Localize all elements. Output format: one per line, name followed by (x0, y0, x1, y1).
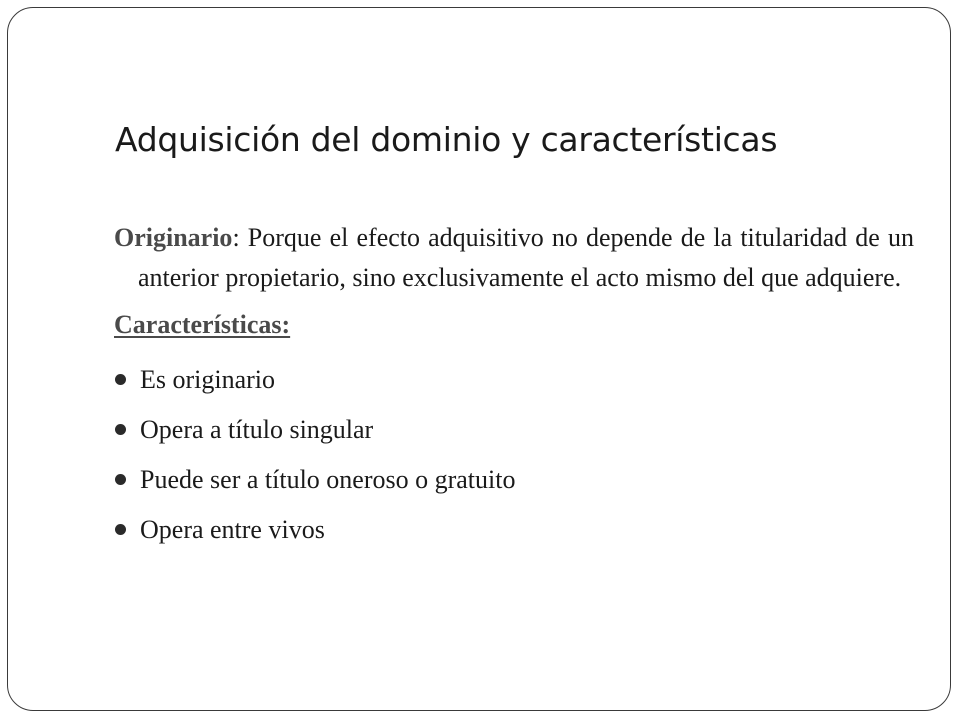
list-item-text: Es originario (140, 365, 276, 394)
definition-term: Originario (114, 223, 233, 252)
list-item-text: Opera a título singular (140, 415, 374, 444)
list-item (114, 355, 914, 405)
bullet-icon (115, 424, 126, 435)
slide-frame (7, 7, 951, 711)
characteristics-list (114, 355, 914, 555)
slide-body (114, 218, 914, 555)
list-item (114, 505, 914, 555)
list-item-text: Puede ser a título oneroso o gratuito (140, 465, 516, 494)
slide-title: Adquisición del dominio y características (115, 120, 778, 159)
bullet-icon (115, 374, 126, 385)
list-item-text: Opera entre vivos (140, 515, 325, 544)
bullet-icon (115, 524, 126, 535)
definition-text: : Porque el efecto adquisitivo no depende de la titularidad de un anterior propietario, sino exclusivamente el acto mismo del que adquiere. (138, 223, 914, 292)
bullet-icon (115, 474, 126, 485)
characteristics-heading: Características: (114, 310, 291, 339)
list-item (114, 455, 914, 505)
definition-paragraph (114, 218, 914, 298)
list-item (114, 405, 914, 455)
